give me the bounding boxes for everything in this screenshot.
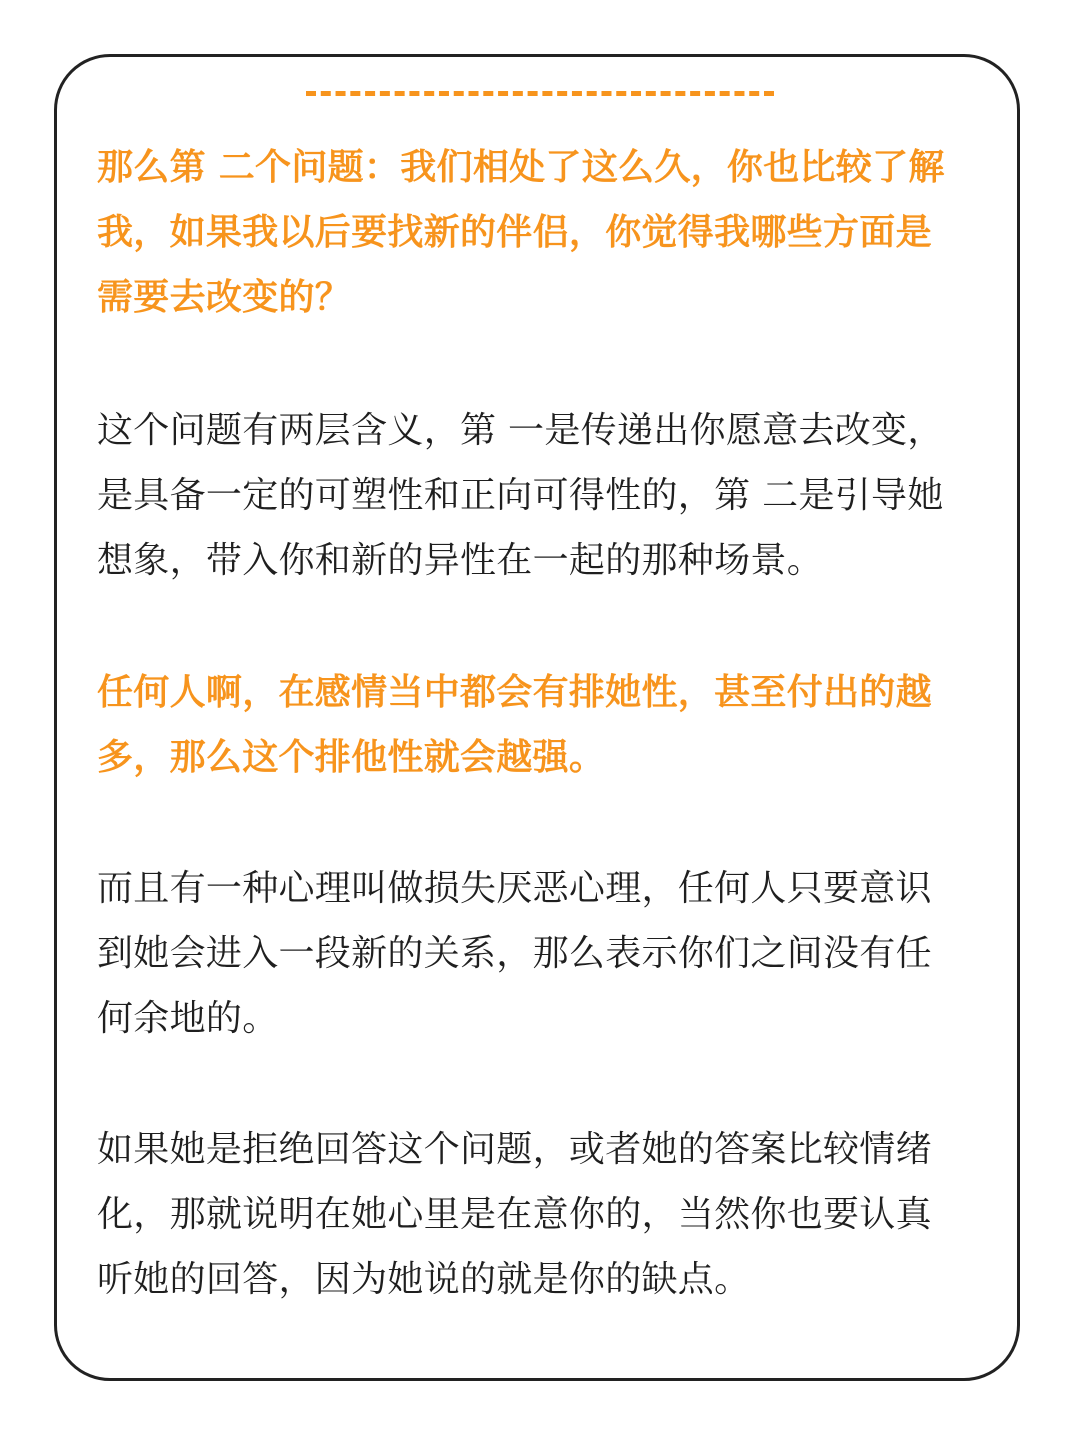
- highlight-paragraph-question: 那么第 二个问题：我们相处了这么久，你也比较了解 我，如果我以后要找新的伴侣，你觉得我哪些方面是 需要去改变的？: [97, 147, 945, 318]
- dashed-divider: [306, 91, 774, 96]
- body-paragraph-answer: 如果她是拒绝回答这个问题，或者她的答案比较情绪 化，那就说明在她心里是在意你的，当然你也要认真 听她的回答，因为她说的就是你的缺点。: [97, 1129, 932, 1300]
- body-paragraph-loss-aversion: 而且有一种心理叫做损失厌恶心理，任何人只要意识 到她会进入一段新的关系，那么表示你们之间没有任 何余地的。: [97, 868, 932, 1039]
- highlight-paragraph-exclusivity: 任何人啊，在感情当中都会有排她性，甚至付出的越 多，那么这个排他性就会越强。: [97, 672, 932, 778]
- body-paragraph-meaning: 这个问题有两层含义，第 一是传递出你愿意去改变， 是具备一定的可塑性和正向可得性的，第 二是引导她 想象，带入你和新的异性在一起的那种场景。: [97, 410, 944, 581]
